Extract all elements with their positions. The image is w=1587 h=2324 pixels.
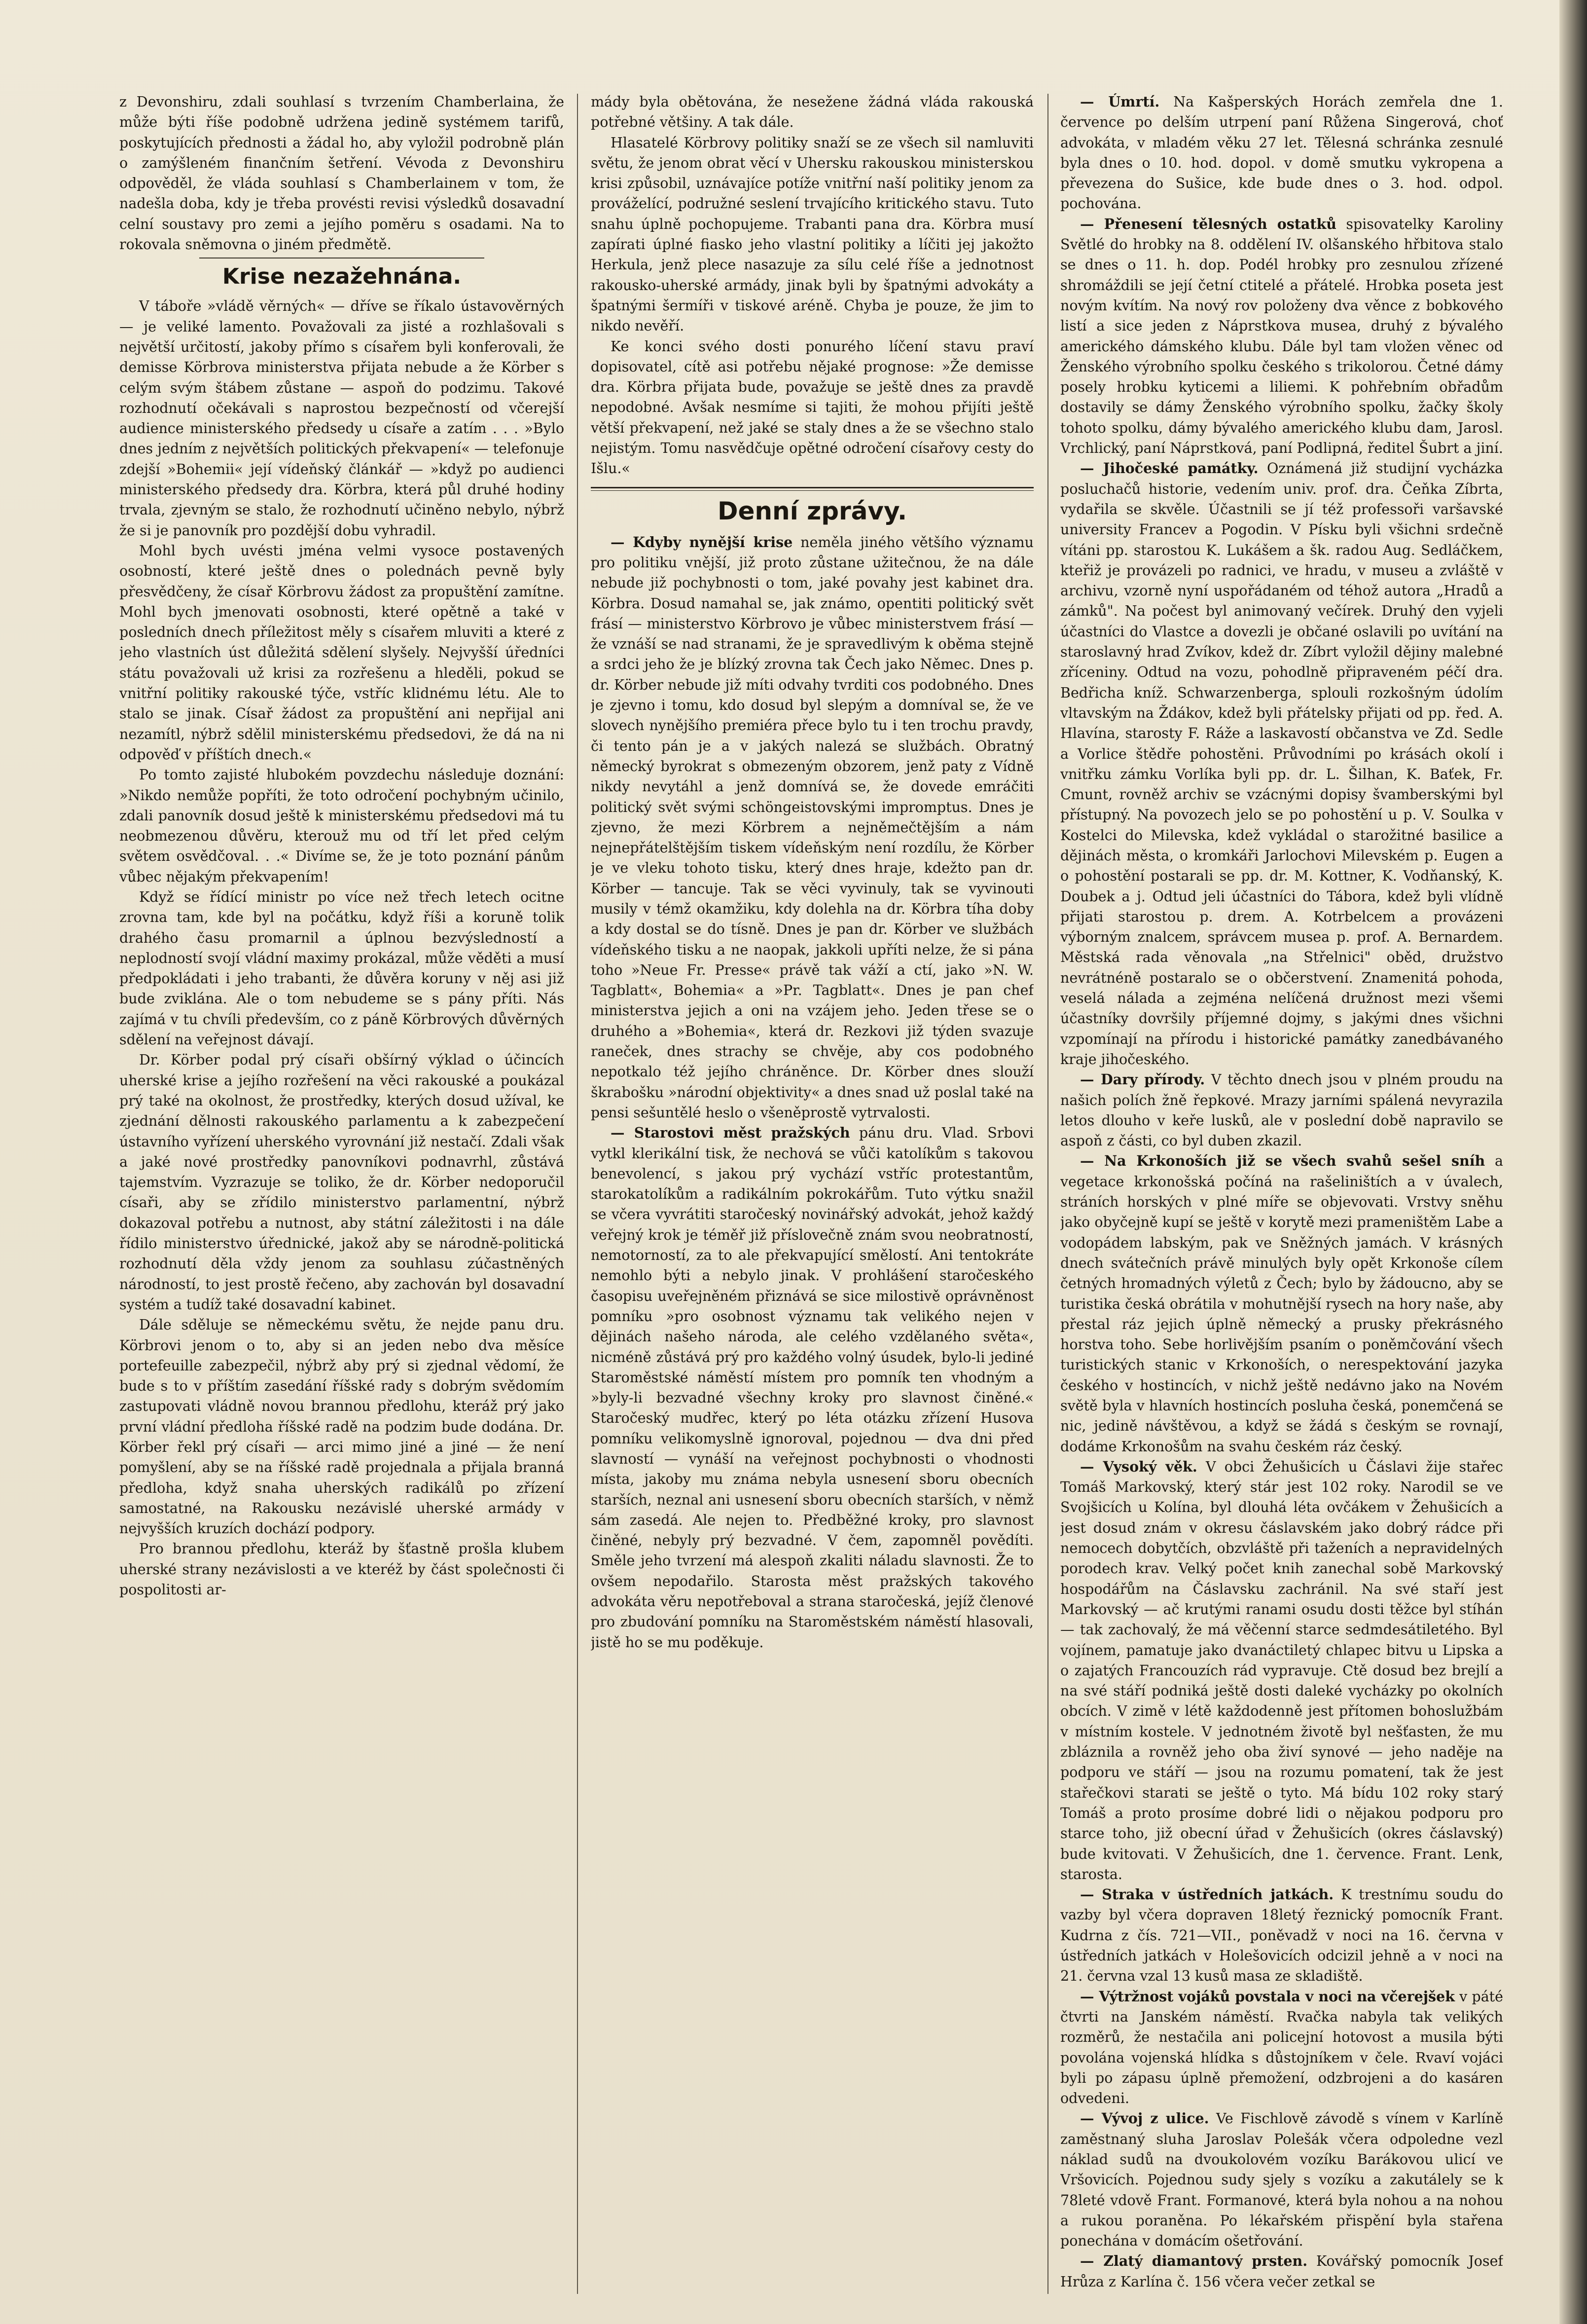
news-item <box>1060 458 1503 1070</box>
news-lead: — Na Krkonoších již se všech svahů sešel sníh <box>1080 1152 1485 1170</box>
paragraph: Pro brannou předlohu, kteráž by šťastně prošla klubem uherské strany nezávislosti a ve kteréž by část společnosti či pospolitosti ar- <box>119 1541 564 1598</box>
news-text: neměla jiného většího významu pro politiku vnější, již proto zůstane užitečnou, že na dále nebude již pochybnosti o tom, jaké povahy jest kabinet dra. Körbra. Dosud namahal se, jak známo, opentiti politický svět frásí — ministerstvo Körbrovo je vůbec ministerstvem frásí — že vznáší se nad stranami, že je spravedlivým k oběma stejně a srdci jeho že je blízký zrovna tak Čech jako Němec. Dnes p. dr. Körber nebude již míti odvahy tvrditi cos podobného. Dnes je zjevno i tomu, kdo dosud byl slepým a domníval se, že ve slovech nynějšího premiéra přece bylo tu i ten trochu pravdy, či tento pán je a v jakých nalezá se službách. Obratný německý byrokrat s obmezeným obzorem, jenž paty z Vídně nikdy nevytáhl a jenž domnívá se, že dovede emráčiti politický svět svými schöngeistovskými impromptus. Dnes je zjevno, že mezi Körbrem a nejněmečtějším a nám nejnepřátelštějším tiskem vídeňským není rozdílu, že Körber je ve vleku tohoto tisku, který dnes hraje, kdežto pan dr. Körber — tancuje. Tak se věci vyvinuly, tak se vyvinouti musily v témž okamžiku, kdy dolehla na dr. Körbra tíha doby a kdy dostal se do tísně. Dnes je pan dr. Körber ve službách vídeňského tisku a ne naopak, jakkoli upříti nelze, že si pána toho »Neue Fr. Presse« právě tak váží a ctí, jako »N. W. Tagblatt«, Bohemia« a »Pr. Tagblatt«. Dnes je pan chef ministerstva jejich a oni na vzájem jeho. Jeden třese se o druhého a »Bohemia«, která dr. Rezkovi již týden svazuje raneček, dnes strachy se chvěje, aby cos podobného nepotkalo též jejího chráněnce. Dr. Körber dnes slouží škrabošku »národní objektivity« a dnes snad už poslal také na pensi sešuntělé heslo o všeněprostě vytrvalosti. <box>591 534 1034 1121</box>
page-edge-shadow <box>1559 0 1587 2324</box>
paragraph: z Devonshiru, zdali souhlasí s tvrzením Chamberlaina, že může býti říše podobně udržena jedině systémem tarifů, poskytujících přednosti a žádal ho, aby vyložil podrobně plán o zamýšleném finančním šetření. Vévoda z Devonshiru odpověděl, že vláda souhlasí s Chamberlainem v tom, že nadešla doba, kdy je třeba provésti revisi výsledků dosavadní celní soustavy pro zemi a jejího poměru s osadami. Na to rokovala sněmovna o jiném předmětě. <box>119 94 564 253</box>
paragraph: Po tomto zajisté hlubokém povzdechu následuje doznání: »Nikdo nemůže popříti, že toto odročení pochybným učinilo, zdali panovník dosud ještě k ministerskému předsedovi má tu neobmezenou důvěru, kterouž mu od tří let před celým světem osvědčoval. . .« Divíme se, že je toto poznání pánům vůbec nějakým překvapením! <box>119 767 564 885</box>
news-text: v páté čtvrti na Janském náměstí. Rvačka nabyla tak velikých rozměrů, že nestačila ani policejní hotovost a musila býti povolána vojenská hlídka s důstojníkem v čele. Rvaví vojáci byli po zápasu úplně přemožení, odzbrojeni a do kasáren odvedeni. <box>1060 1988 1503 2107</box>
news-item <box>1060 1457 1503 1884</box>
news-lead: — Straka v ústředních jatkách. <box>1080 1886 1334 1903</box>
paragraph: V táboře »vládě věrných« — dříve se říkalo ústavověrných — je veliké lamento. Považovali za jisté a rozhlašovali s největší určitostí, jakoby přímo s císařem byli konferovali, že demisse Körbrova ministerstva přijata nebude a že Körber s celým svým štábem zůstane — aspoň do podzimu. Takové rozhodnutí očekávali s naprostou bezpečností od včerejší audience ministerského předsedy u císaře a zatím . . . »Bylo dnes jedním z největších politických překvapení« — telefonuje zdejší »Bohemii« její vídeňský článkář — »když po audienci ministerského předsedy dra. Körbra, která půl druhé hodiny trvala, zjevným se stalo, že rozhodnutí učiněno nebylo, nýbrž že si je panovník pro pozdější dobu vyhradil. <box>119 298 564 539</box>
column-3 <box>1060 92 1503 2297</box>
news-lead: — Úmrtí. <box>1080 93 1160 110</box>
news-item <box>1060 214 1503 459</box>
news-text: K trestnímu soudu do vazby byl včera dopraven 18letý řeznický pomocník Frant. Kudrna z čís. 721—VII., poněvadž v noci na 16. června v ústředních jatkách v Holešovicích odcizil jehně a v noci na 21. června vzal 13 kusů masa ze skladiště. <box>1060 1886 1503 1985</box>
news-text: a vegetace krkonošská počíná na rašeliništích a v úvalech, stráních horských v plné míře se objevovati. Vrstvy sněhu jako obyčejně kupí se ještě v korytě mezi prameništěm Labe a vodopádem labským, pak ve Sněžných jamách. V krásných dnech svátečních právě minulých byly opět Krkonoše cílem četných hromadných výletů z Čech; bylo by žádoucno, aby se turistika česká obrátila v mohutnější rysech na hory naše, aby přestal ráz jejich úplně německý a prusky překrásného horstva toho. Sebe horlivějším psaním o poněmčování všech turistických stanic v Krkonoších, o nerespektování jazyka českého v hostincích, v nichž ještě nedávno jako na Novém světě byla v hlavních hostincích posluha česká, ponemčená se nic, jedině návštěvou, a když se žádá s českým se rovnají, dodáme Krkonošům na svahu českém ráz český. <box>1060 1153 1503 1455</box>
section-divider <box>591 487 1034 491</box>
news-item <box>1060 1884 1503 1986</box>
news-text: V těchto dnech jsou v plném proudu na našich polích žně řepkové. Mrazy jarními spálená nevyrazila letos dlouho v keře lusků, ale v poslední době napravilo se aspoň z části, co byl duben zkazil. <box>1060 1071 1503 1149</box>
news-item <box>591 1123 1034 1653</box>
column-divider <box>577 94 578 2294</box>
news-text: Oznámená již studijní vycházka posluchačů historie, vedením univ. prof. dra. Čeňka Zíbrta, vydařila se skvěle. Účastnili se jí též professoři varšavské university Francev a Pogodin. V Písku byli všichni srdečně vítáni pp. starostou K. Lukášem a šk. radou Aug. Sedláčkem, kteřiž je provázeli po radnici, ve hradu, v museu a zvláště v archivu, vzorně nyní uspořádaném od téhož autora „Hradů a zámků". Na počest byl animovaný večírek. Druhý den vyjeli účastníci do Vlastce a dovezli je občané oslavili po uvítání na staroslavný hrad Zvíkov, kdež dr. Zíbrt vyložil dějiny malebné zříceniny. Odtud na vozu, pohodlně připraveném péčí dra. Bedřicha kníž. Schwarzenberga, splouli rozkošným údolím vltavským na Ždákov, kdež byli přátelsky přijati od pp. řed. A. Hlavína, starosty F. Ráže a laskavostí občanstva ve Zd. Sedle a Vorlice štědře pohostěni. Průvodními po krásách okolí i vnitřku zámku Vorlíka byli pp. dr. L. Šilhan, K. Baťek, Fr. Cmunt, rovněž archiv se vzácnými dopisy švamberskými byl přístupný. Na povozech jelo se po pohostění u p. V. Soulka v Kostelci do Milevska, kdež vykládal o starožitné basilice a dějinách města, o kromkáři Jarlochovi Milevském p. Eugen a o pohostění postarali se pp. dr. M. Kottner, K. Vodňanský, K. Doubek a j. Odtud jeli účastníci do Tábora, kdež byli vlídně přijati starostou p. drem. A. Kotrbelcem a provázeni výborným znalcem, správcem musea p. prof. A. Bernardem. Městská rada věnovala „na Střelnici" oběd, družstvo nevrátnéně postaralo se o občerstvení. Znamenitá pohoda, veselá nálada a zejména nelíčená družnost mezi všemi účastníky dovršily příjemné dojmy, s jakými dnes všichni vzpomínají na přírodu i historické památky zanedbávaného kraje jihočeského. <box>1060 460 1503 1068</box>
column-divider <box>1047 94 1048 2294</box>
paragraph: Dále sděluje se německému světu, že nejde panu dru. Körbrovi jenom o to, aby si an jeden nebo dva měsíce portefeuille zabezpečil, nýbrž aby prý si zjednal vědomí, že bude s to v příštím zasedání říšské rady s dobrým svědomím zastupovati vládně novou brannou předlohu, kteráž prý jako první vládní předloha říšské radě na podzim bude dodána. Dr. Körber řekl prý císaři — arci mimo jiné a jiné — že není pomyšlení, aby se na říšské radě projednala a přijala branná předloha, když snaha uherských radikálů po zřízení samostatné, na Rakousku nezávislé uherské armády v nejvyšších kruzích dochází podpory. <box>119 1317 564 1537</box>
news-lead: — Zlatý diamantový prsten. <box>1080 2252 1308 2270</box>
column-2 <box>591 92 1034 2297</box>
news-lead: — Přenesení tělesných ostatků <box>1080 215 1337 232</box>
news-text: Na Kašperských Horách zemřela dne 1. července po delším utrpení paní Růžena Singerová, choť advokáta, v mladém věku 27 let. Tělesná schránka zesnulé byla dnes o 10. hod. dopol. v domě smutku vykropena a převezena do Sušice, kde bude dnes o 3. hod. odpol. pochována. <box>1060 94 1503 212</box>
paragraph: Hlasatelé Körbrovy politiky snaží se ze všech sil namluviti světu, že jenom obrat věcí v Uhersku rakouskou ministerskou krisi způsobil, uznávajíce potíže vnitřní naší politiky jenom za prováželící, podružné seslení trvajícího kritického stavu. Tuto snahu úplně pochopujeme. Trabanti pana dra. Körbra musí zapírati úplné fiasko jeho vlastní politiky a líčiti jej jakožto Herkula, jenž plece nasazuje za sílu celé říše a jednotnost rakousko-uherské armády, jinak byli by špatnými advokáty a špatnými šermíři v tiskové aréně. Chyba je pouze, že jim to nikdo nevěří. <box>591 134 1034 334</box>
news-lead: — Kdyby nynější krise <box>611 533 793 551</box>
news-lead: — Starostovi měst pražských <box>611 1124 850 1142</box>
article-heading: Krise nezažehnána. <box>222 264 462 290</box>
news-lead: — Vývoj z ulice. <box>1080 2110 1209 2127</box>
paragraph: Když se řídící ministr po více než třech letech ocitne zrovna tam, kde byl na počátku, když říši a koruně tolik drahého času promarnil a úplnou bezvýsledností a neplodností svojí vládní maximy prokázal, může věděti a musí předpokládati i jeho trabanti, že důvěra koruny v něj asi již bude zviklána. Ale o tom nebudeme se s pány příti. Nás zajímá v tu chvíli především, co z páně Körbrových důvěrných sdělení na veřejnost dávají. <box>119 888 564 1048</box>
news-text: pánu dru. Vlad. Srbovi vytkl klerikální tisk, že nechová se vůči katolíkům s takovou benevolencí, s jakou prý vychází vstříc protestantům, starokatolíkům a radikálním pokrokářům. Tuto výtku snažil se včera vyvrátiti staročeský novinářský advokát, jehož každý veřejný krok je téměř již příslovečně znám svou neobratností, nemotorností, za to ale překvapující smělostí. Ani tentokráte nemohlo býti a nebylo jinak. V prohlášení staročeského časopisu uveřejněném přiznává se sice milostivě oprávněnost pomníku »pro osobnost významu tak velikého nejen v dějinách našeho národa, ale celého vzdělaného světa«, nicméně zůstává prý pro každého volný úsudek, bylo-li jediné Staroměstské náměstí místem pro pomník ten vhodným a »byly-li bezvadné všechny kroky pro slavnost činěné.« Staročeský mudřec, který po léta otázku zřízení Husova pomníku velikomyslně ignoroval, pojednou — dva dni před slavností — vynáší na veřejnost pochybnosti o vhodnosti místa, jakoby mu známa nebyla usnesení sboru obecních starších, neznal ani usnesení sboru obecních starších, v němž sám zasedá. Ale nejen to. Předběžné kroky, pro slavnost činěné, nebyly prý bezvadné. V čem, zapomněl povědíti. Směle jeho tvrzení má alespoň zkaliti náladu slavnosti. Že to ovšem nepodařilo. Starosta měst pražských takového advokáta věru nepotřeboval a strana staročeská, jejíž členové pro zbudování pomníku na Staroměstském náměstí hlasovali, jistě ho se mu poděkuje. <box>591 1125 1034 1651</box>
paragraph: Dr. Körber podal prý císaři obšírný výklad o účincích uherské krise a jejího rozřešení na věci rakouské a poukázal prý také na okolnost, že prostředky, kterých dosud užíval, ke zjednání dělnosti rakouského parlamentu a k zabezpečení ústavního vyřízení uherského vyrovnání již nestačí. Zdali však a jaké nové prostředky panovníkovi podnavrhl, zůstává tajemstvím. Vyzrazuje se toliko, že dr. Körber nedoporučil císaři, aby se zřídilo ministerstvo parlamentní, nýbrž dokazoval potřebu a nutnost, aby státní záležitosti i na dále řídilo ministerstvo úřednické, jakož aby se národně-politická rozhodnutí děla vždy jenom za souhlasu zúčastněných národností, to jest prostě řečeno, aby zachován byl dosavadní systém a tudíž také dosavadní kabinet. <box>119 1052 564 1313</box>
column-1 <box>119 92 564 2297</box>
news-lead: — Vysoký věk. <box>1080 1458 1197 1475</box>
news-item <box>591 532 1034 1123</box>
news-item <box>1060 1151 1503 1456</box>
news-text: V obci Žehušicích u Čáslavi žije stařec Tomáš Markovský, který stár jest 102 roky. Narodil se ve Svojšicích u Kolína, byl dlouhá léta ovčákem v Žehušicích a jest dosud znám v okresu čáslavském jako dobrý rádce při nemocech dobytčích, obzvláště při taženích a nepravidelných porodech krav. Velký počet knih zanechal sobě Markovský hospodářům na Čáslavsku zachránil. Na své staří jest Markovský — ač krutými ranami osudu dosti těžce byl stíhán — tak zachovalý, že má věčenní starce sedmdesátiletého. Byl vojínem, pamatuje jako dvanáctiletý chlapec bitvu u Lipska a o zajatých Francouzích rád vypravuje. Ctě dosud bez brejlí a na své stáří podniká ještě dosti daleké vycházky po okolních obcích. V zimě v létě každodenně jest přítomen bohoslužbám v místním kostele. V jednotném životě byl nešťasten, že mu zbláznila a rovněž jeho oba živí synové — jeho naděje na podporu ve stáří — jsou na rozumu pomatení, tak že jest stařečkovi starati se ještě o tyto. Má bídu 102 roky starý Tomáš a proto prosíme dobré lidi o nějakou podporu pro starce toho, již obecní úřad v Žehušicích (okres čáslavský) bude kvitovati. V Žehušicích, dne 1. července. Frant. Lenk, starosta. <box>1060 1458 1503 1882</box>
news-text: Ve Fischlově závodě s vínem v Karlíně zaměstnaný sluha Jaroslav Polešák včera odpoledne vezl náklad sudů na dvoukolovém vozíku Barákovou ulicí ve Vršovicích. Pojednou sudy sjely s vozíku a zakutálely se k 78leté vdově Frant. Formanové, která byla nohou a na nohou a rukou poraněna. Po lékařském přispění byla stařena ponechána v domácím ošetřování. <box>1060 2110 1503 2250</box>
news-lead: — Dary přírody. <box>1080 1071 1205 1088</box>
paragraph: Mohl bych uvésti jména velmi vysoce postavených osobností, které ještě dnes o polednách pevně byly přesvědčeny, že císař Körbrovu žádost za propuštění zamítne. Mohl bych jmenovati osobnosti, které opětně a také v posledních dnech příležitost měly s císařem mluviti a které z jeho vlastních úst důležitá sdělení slyšely. Nejvyšší úředníci státu považovali už krisi za rozřešenu a hleděli, pokud se vnitřní politiky rakouské týče, vstříc klidnému létu. Ale to stalo se jinak. Císař žádost za propuštění ani nepřijal ani nezamítl, nýbrž sdělil ministerskému předsedovi, že dá na ni odpověď v příštích dnech.« <box>119 542 564 763</box>
news-text: spisovatelky Karoliny Světlé do hrobky na 8. oddělení IV. olšanského hřbitova stalo se dnes o 11. h. dop. Podél hrobky pro zesnulou zřízené shromáždili se její četní ctitelé a přátelé. Hrobka poseta jest novým kvítím. Na nový rov položeny dva věnce z bobkového listí a sice jeden z Náprstkova musea, druhý z bývalého amerického dámského klubu. Dále byl tam vložen věnec od Ženského výrobního spolku českého s trikolorou. Četné dámy posely hrobku kyticemi a liliemi. K pohřebním obřadům dostavily se dámy Ženského výrobního spolku, žačky školy tohoto spolku, dámy bývalého amerického klubu dam, Jarosl. Vrchlický, paní Náprstková, paní Podlipná, ředitel Šubrt a jiní. <box>1060 216 1503 457</box>
news-item <box>1060 1987 1503 2109</box>
news-item <box>1060 1070 1503 1151</box>
section-heading: Denní zprávy. <box>717 496 907 525</box>
news-item <box>1060 2251 1503 2292</box>
news-item <box>1060 92 1503 214</box>
paragraph: mády byla obětována, že nesežene žádná vláda rakouská potřebné většiny. A tak dále. <box>591 94 1034 131</box>
news-lead: — Výtržnost vojáků povstala v noci na včerejšek <box>1080 1988 1455 2005</box>
news-lead: — Jihočeské památky. <box>1080 460 1259 477</box>
news-text: Kovářský pomocník Josef Hrůza z Karlína č. 156 včera večer zetkal se <box>1060 2253 1503 2290</box>
paragraph: Ke konci svého dosti ponurého líčení stavu praví dopisovatel, cítě asi potřebu nějaké prognose: »Že demisse dra. Körbra přijata bude, považuje se ještě dnes za pravdě nepodobné. Avšak nesmíme si tajiti, že mohou přijíti ještě větší překvapení, než jaké se staly dnes a že se všechno stalo nejistým. Tomu nasvědčuje opětné odročení císařovy cesty do Išlu.« <box>591 338 1034 477</box>
news-item <box>1060 2108 1503 2251</box>
